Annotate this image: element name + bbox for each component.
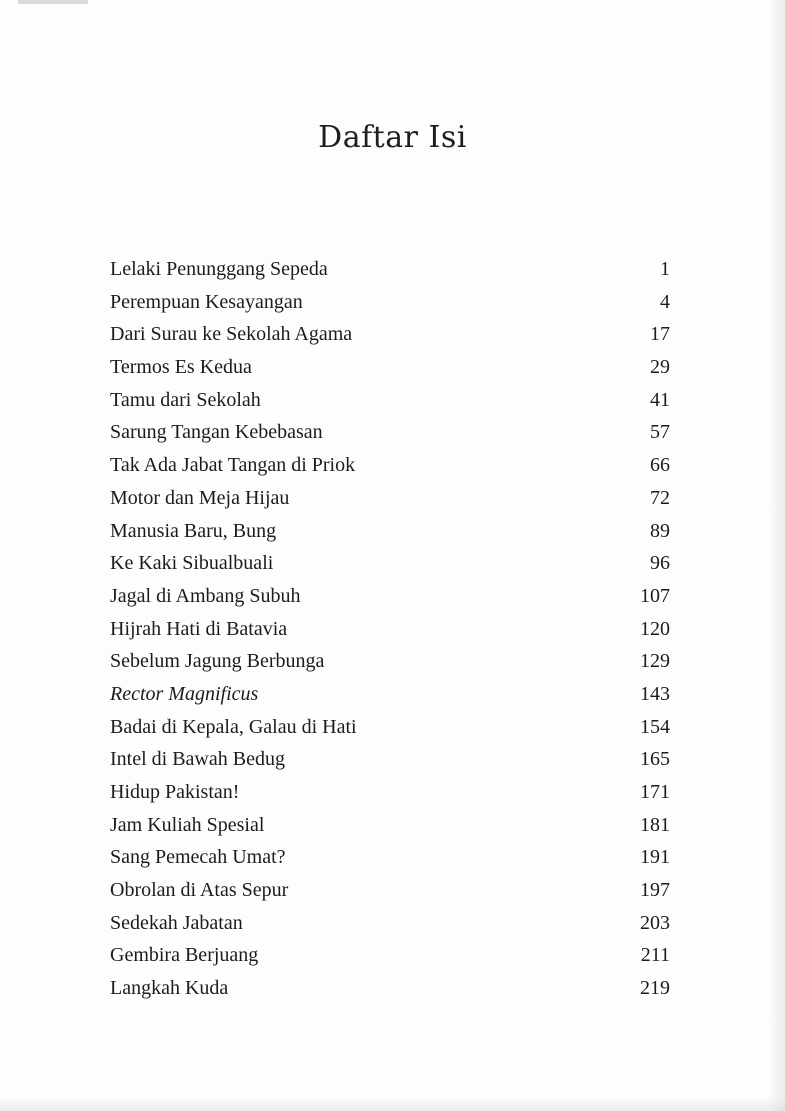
toc-entry-title: Intel di Bawah Bedug: [110, 748, 285, 771]
toc-entry-title: Manusia Baru, Bung: [110, 519, 277, 542]
toc-entry: [110, 879, 670, 912]
toc-entry-page-number: 165: [640, 748, 670, 771]
page-bottom-shadow: [0, 1097, 785, 1111]
toc-entry: [110, 781, 670, 814]
toc-entry-page-number: 41: [650, 388, 670, 411]
toc-entry-title: Gembira Berjuang: [110, 944, 259, 967]
toc-entry: [110, 683, 670, 716]
toc-entry-title: Dari Surau ke Sekolah Agama: [110, 323, 353, 346]
toc-entry-title: Langkah Kuda: [110, 977, 229, 1000]
toc-entry-title: Rector Magnificus: [110, 682, 259, 705]
toc-entry-title: Perempuan Kesayangan: [110, 290, 303, 313]
toc-entry-title: Sang Pemecah Umat?: [110, 846, 286, 869]
toc-entry-title: Jam Kuliah Spesial: [110, 813, 265, 836]
toc-entry-page-number: 89: [650, 519, 670, 542]
toc-entry: [110, 356, 670, 389]
toc-entry: [110, 977, 670, 1010]
toc-entry: [110, 814, 670, 847]
toc-entry-title: Jagal di Ambang Subuh: [110, 584, 301, 607]
toc-entry: [110, 944, 670, 977]
toc-entry: [110, 421, 670, 454]
toc-entry: [110, 618, 670, 651]
toc-entry-title: Sedekah Jabatan: [110, 911, 243, 934]
toc-entry-page-number: 72: [650, 486, 670, 509]
toc-entry-page-number: 29: [650, 356, 670, 379]
toc-entry: [110, 846, 670, 879]
toc-entry-title: Sebelum Jagung Berbunga: [110, 650, 325, 673]
toc-entry: [110, 552, 670, 585]
toc-entry-title: Badai di Kepala, Galau di Hati: [110, 715, 357, 738]
toc-entry-title: Sarung Tangan Kebebasan: [110, 421, 323, 444]
toc-entry: [110, 716, 670, 749]
toc-entry-page-number: 191: [640, 846, 670, 869]
toc-entry-title: Tak Ada Jabat Tangan di Priok: [110, 454, 356, 477]
page-title: Daftar Isi: [318, 120, 467, 155]
toc-entry: [110, 258, 670, 291]
toc-entry-title: Motor dan Meja Hijau: [110, 486, 290, 509]
toc-entry-title: Tamu dari Sekolah: [110, 388, 261, 411]
toc-entry-title: Hijrah Hati di Batavia: [110, 617, 288, 640]
toc-entry: [110, 323, 670, 356]
toc-entry-title: Lelaki Penunggang Sepeda: [110, 258, 328, 280]
toc-entry: [110, 585, 670, 618]
toc-entry-page-number: 129: [640, 650, 670, 673]
toc-entry-title: Termos Es Kedua: [110, 356, 252, 379]
toc-entry-page-number: 1: [660, 258, 670, 280]
toc-entry-title: Hidup Pakistan!: [110, 781, 240, 803]
toc-entry-page-number: 17: [650, 323, 670, 346]
toc-entry-page-number: 181: [640, 813, 670, 836]
toc-entry: [110, 389, 670, 422]
page-edge-shadow: [767, 0, 785, 1111]
toc-entry: [110, 912, 670, 945]
toc-entry-page-number: 197: [640, 879, 670, 902]
toc-entry-page-number: 107: [640, 584, 670, 607]
toc-entry: [110, 748, 670, 781]
scan-corner-mark: [18, 0, 88, 4]
toc-entry-title: Obrolan di Atas Sepur: [110, 879, 289, 902]
toc-entry-page-number: 219: [640, 977, 670, 1000]
toc-entry-page-number: 203: [640, 911, 670, 934]
toc-entry-page-number: 4: [660, 290, 670, 313]
toc-entry: [110, 487, 670, 520]
toc-entry-page-number: 211: [640, 944, 670, 967]
table-of-contents: [110, 258, 670, 1010]
toc-entry-page-number: 143: [640, 682, 670, 705]
toc-entry-page-number: 120: [640, 617, 670, 640]
toc-entry: [110, 454, 670, 487]
toc-entry: [110, 650, 670, 683]
toc-entry: [110, 520, 670, 553]
toc-entry-page-number: 96: [650, 552, 670, 575]
toc-entry-page-number: 66: [650, 454, 670, 477]
toc-entry-page-number: 154: [640, 715, 670, 738]
toc-entry-page-number: 171: [640, 781, 670, 803]
toc-entry-page-number: 57: [650, 421, 670, 444]
toc-entry: [110, 291, 670, 324]
toc-entry-title: Ke Kaki Sibualbuali: [110, 552, 274, 575]
